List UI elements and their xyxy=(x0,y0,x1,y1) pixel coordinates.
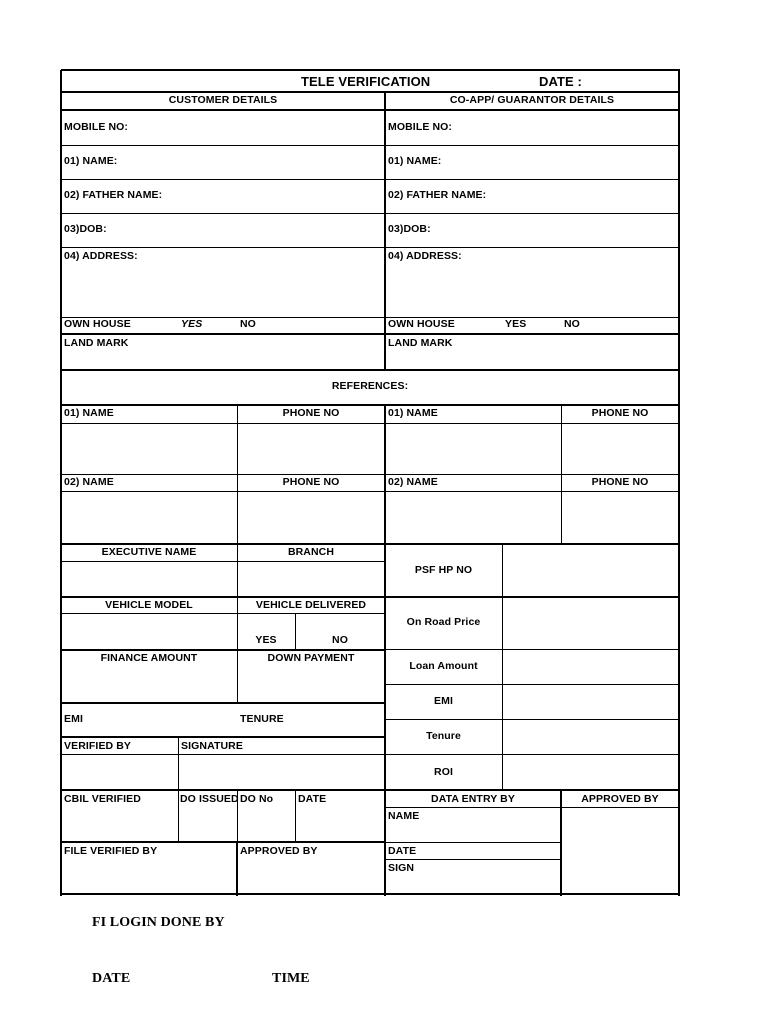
footer-time-label: TIME xyxy=(272,971,310,986)
grid-line xyxy=(61,317,680,318)
verified-by-field[interactable] xyxy=(65,757,175,787)
down-payment-label: DOWN PAYMENT xyxy=(267,652,355,664)
coapp-dob-field[interactable] xyxy=(441,216,675,244)
grid-line xyxy=(385,754,680,755)
grid-line xyxy=(385,719,680,720)
tenure-field[interactable] xyxy=(505,722,675,751)
coapp-mobile-field[interactable] xyxy=(466,113,675,142)
ref-right-name1-field[interactable] xyxy=(389,426,558,471)
grid-line xyxy=(61,596,386,598)
ref-right-phone1-field[interactable] xyxy=(564,426,675,471)
customer-name-field[interactable] xyxy=(132,148,381,176)
ref-right-name2-field[interactable] xyxy=(389,494,558,541)
grid-line xyxy=(385,596,680,598)
form-title: TELE VERIFICATION xyxy=(301,74,431,89)
grid-line xyxy=(61,91,680,93)
grid-line xyxy=(61,789,386,791)
grid-line xyxy=(385,789,680,791)
fi-login-done-by-label: FI LOGIN DONE BY xyxy=(92,915,225,930)
loan-amount-field[interactable] xyxy=(505,652,675,681)
coapp-father-field[interactable] xyxy=(496,182,675,210)
grid-line xyxy=(61,649,386,651)
coapp-father-label: 02) FATHER NAME: xyxy=(388,189,487,201)
date-field[interactable] xyxy=(592,74,674,89)
data-entry-sign-label: SIGN xyxy=(388,862,415,874)
on-road-price-field[interactable] xyxy=(505,600,675,646)
ref-left-phone2: PHONE NO xyxy=(282,476,340,488)
grid-line xyxy=(385,842,562,843)
executive-name-field[interactable] xyxy=(65,564,234,594)
grid-line xyxy=(384,92,386,371)
customer-father-label: 02) FATHER NAME: xyxy=(64,189,163,201)
coapp-own-house-label: OWN HOUSE xyxy=(388,318,455,330)
file-verified-by-field[interactable] xyxy=(65,862,234,891)
grid-line xyxy=(385,649,680,650)
grid-line xyxy=(61,423,680,424)
grid-line xyxy=(61,841,386,843)
grid-line xyxy=(61,543,680,545)
grid-line xyxy=(60,70,62,896)
customer-own-house-no: NO xyxy=(240,318,256,330)
coapp-address-label: 04) ADDRESS: xyxy=(388,250,462,262)
customer-mobile-field[interactable] xyxy=(142,113,381,142)
vehicle-delivered-label: VEHICLE DELIVERED xyxy=(255,599,367,611)
grid-line xyxy=(385,859,562,860)
roi-label: ROI xyxy=(434,766,453,778)
emi-field[interactable] xyxy=(505,687,675,716)
customer-name-label: 01) NAME: xyxy=(64,155,118,167)
branch-field[interactable] xyxy=(240,564,382,594)
on-road-price-label: On Road Price xyxy=(406,616,481,628)
ref-left-phone1: PHONE NO xyxy=(282,407,340,419)
coapp-name-field[interactable] xyxy=(456,148,675,176)
grid-line xyxy=(61,213,680,214)
data-entry-date-label: DATE xyxy=(388,845,417,857)
grid-line xyxy=(61,736,386,738)
ref-right-phone2-field[interactable] xyxy=(564,494,675,541)
grid-line xyxy=(237,544,238,704)
date-label: DATE : xyxy=(539,74,582,89)
approved-by-field[interactable] xyxy=(564,810,675,891)
grid-line xyxy=(502,544,503,791)
grid-line xyxy=(61,369,680,371)
ref-right-name1: 01) NAME xyxy=(388,407,438,419)
customer-landmark-field[interactable] xyxy=(65,352,381,367)
signature-label: SIGNATURE xyxy=(181,740,243,752)
approved-by-right-label: APPROVED BY xyxy=(581,793,659,805)
grid-line xyxy=(61,474,680,475)
do-date-label: DATE xyxy=(298,793,327,805)
ref-left-phone1-field[interactable] xyxy=(240,426,382,471)
grid-line xyxy=(178,737,179,843)
references-heading: REFERENCES: xyxy=(331,380,409,392)
grid-line xyxy=(61,613,386,614)
cbil-verified-label: CBIL VERIFIED xyxy=(64,793,141,805)
psf-hp-no-label: PSF HP NO xyxy=(414,564,473,576)
approved-by-left-label: APPROVED BY xyxy=(240,845,318,857)
branch-label: BRANCH xyxy=(287,546,335,558)
ref-right-name2: 02) NAME xyxy=(388,476,438,488)
finance-amount-label: FINANCE AMOUNT xyxy=(100,652,198,664)
vehicle-delivered-no: NO xyxy=(332,634,348,646)
vehicle-delivered-yes: YES xyxy=(255,634,277,646)
verified-by-label: VERIFIED BY xyxy=(64,740,132,752)
grid-line xyxy=(61,69,680,71)
ref-right-phone1: PHONE NO xyxy=(591,407,649,419)
coapp-own-house-no: NO xyxy=(564,318,580,330)
ref-right-phone2: PHONE NO xyxy=(591,476,649,488)
coapp-name-label: 01) NAME: xyxy=(388,155,442,167)
executive-name-label: EXECUTIVE NAME xyxy=(101,546,197,558)
ref-left-name1: 01) NAME xyxy=(64,407,114,419)
grid-line xyxy=(385,807,680,808)
roi-field[interactable] xyxy=(505,757,675,787)
coapp-landmark-label: LAND MARK xyxy=(388,337,453,349)
vehicle-model-label: VEHICLE MODEL xyxy=(105,599,193,611)
vehicle-model-field[interactable] xyxy=(65,616,234,647)
loan-amount-label: Loan Amount xyxy=(409,660,478,672)
grid-line xyxy=(61,179,680,180)
customer-mobile-label: MOBILE NO: xyxy=(64,121,128,133)
finance-amount-field[interactable] xyxy=(65,668,234,700)
grid-line xyxy=(61,109,680,111)
coapp-own-house-yes: YES xyxy=(505,318,527,330)
down-payment-field[interactable] xyxy=(240,668,382,700)
coapp-dob-label: 03)DOB: xyxy=(388,223,431,235)
ref-left-phone2-field[interactable] xyxy=(240,494,382,541)
customer-own-house-label: OWN HOUSE xyxy=(64,318,131,330)
coapp-mobile-label: MOBILE NO: xyxy=(388,121,452,133)
grid-line xyxy=(61,491,680,492)
grid-line xyxy=(61,333,680,335)
data-entry-by-label: DATA ENTRY BY xyxy=(431,793,515,805)
grid-line xyxy=(61,145,680,146)
grid-line xyxy=(560,790,562,896)
grid-line xyxy=(61,561,386,562)
psf-hp-no-field[interactable] xyxy=(505,547,675,594)
grid-line xyxy=(385,684,680,685)
coapp-details-heading: CO-APP/ GUARANTOR DETAILS xyxy=(449,94,615,106)
do-no-label: DO No xyxy=(240,793,274,805)
customer-own-house-yes: YES xyxy=(181,318,203,330)
grid-line xyxy=(61,893,680,895)
grid-line xyxy=(61,247,680,248)
grid-line xyxy=(236,842,238,896)
tenure-label-right: Tenure xyxy=(426,730,461,742)
footer-date-label: DATE xyxy=(92,971,131,986)
ref-left-name1-field[interactable] xyxy=(65,426,234,471)
ref-left-name2: 02) NAME xyxy=(64,476,114,488)
data-entry-name-label: NAME xyxy=(388,810,420,822)
customer-dob-label: 03)DOB: xyxy=(64,223,107,235)
coapp-address-field[interactable] xyxy=(389,266,675,314)
emi-label-left: EMI xyxy=(64,713,83,725)
customer-address-field[interactable] xyxy=(65,266,381,314)
grid-line xyxy=(61,754,386,755)
signature-field[interactable] xyxy=(181,757,382,787)
customer-details-heading: CUSTOMER DETAILS xyxy=(168,94,278,106)
customer-father-field[interactable] xyxy=(172,182,381,210)
emi-label-right: EMI xyxy=(434,695,453,707)
customer-address-label: 04) ADDRESS: xyxy=(64,250,138,262)
approved-by-left-field[interactable] xyxy=(240,862,382,891)
grid-line xyxy=(295,790,296,843)
grid-line xyxy=(561,405,562,545)
customer-dob-field[interactable] xyxy=(117,216,381,244)
grid-line xyxy=(237,405,238,545)
grid-line xyxy=(61,702,386,704)
coapp-landmark-field[interactable] xyxy=(389,352,675,367)
tenure-label-left: TENURE xyxy=(240,713,284,725)
grid-line xyxy=(61,404,680,406)
ref-left-name2-field[interactable] xyxy=(65,494,234,541)
file-verified-by-label: FILE VERIFIED BY xyxy=(64,845,158,857)
customer-landmark-label: LAND MARK xyxy=(64,337,129,349)
do-issued-label: DO ISSUED xyxy=(180,793,239,805)
